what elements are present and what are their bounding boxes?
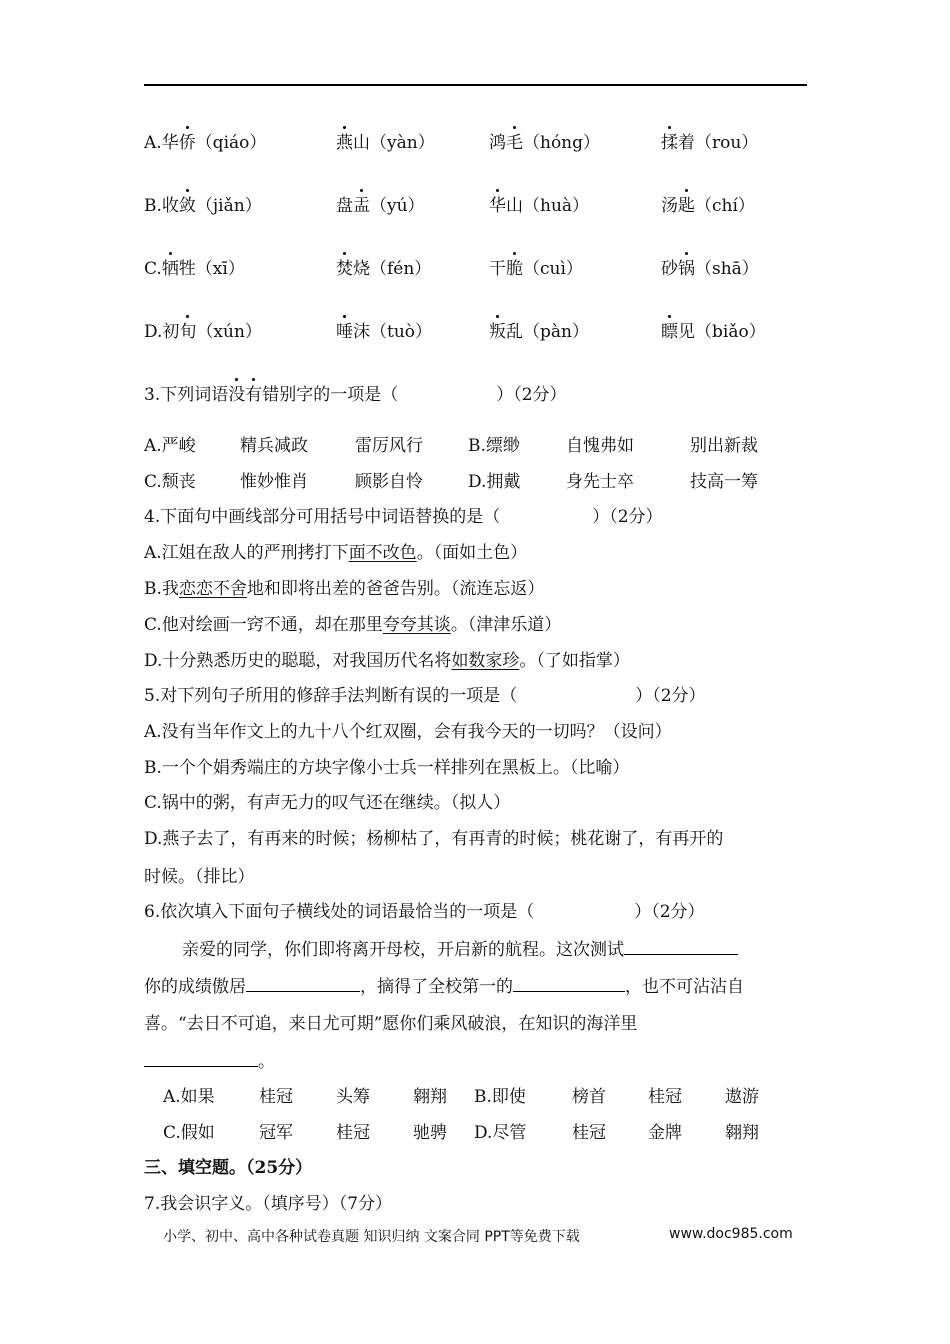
q3-choice-item: D.拥戴: [468, 472, 521, 492]
q6-passage-line3: 喜。“去日不可追，来日尤可期”愿你们乘风破浪，在知识的海洋里: [144, 1014, 638, 1034]
q6-choice-item: 翱翔: [725, 1123, 759, 1143]
q4-option-c: C.他对绘画一窍不通，却在那里夸夸其谈。（津津乐道）: [144, 615, 562, 635]
dotted-char: 瞟: [661, 322, 678, 342]
q6-passage-line2: 你的成绩傲居 ，摘得了全校第一的 ，也不可沾沾自: [144, 977, 744, 997]
dotted-char: 旬: [179, 322, 197, 342]
fill-blank[interactable]: [624, 938, 738, 955]
dotted-char: 毛: [506, 133, 523, 153]
q3-choice-item: 技高一筹: [690, 472, 758, 492]
q7-stem: 7.我会识字义。（填序号）（7分）: [144, 1194, 393, 1214]
q4-option-b: B.我恋恋不舍地和即将出差的爸爸告别。（流连忘返）: [144, 579, 545, 599]
q6-choice-item: 驰骋: [413, 1123, 447, 1143]
q3-choice-item: 别出新裁: [690, 436, 758, 456]
q6-choice-item: 冠军: [259, 1123, 293, 1143]
q5-option-d-line1: D.燕子去了，有再来的时候；杨柳枯了，有再青的时候；桃花谢了，有再开的: [144, 829, 724, 849]
dotted-char: 匙: [678, 196, 695, 216]
q6-choice-item: 桂冠: [572, 1123, 606, 1143]
q6-choice-item: 桂冠: [336, 1123, 370, 1143]
q2-option-b-item: 汤匙（chí）: [661, 196, 755, 216]
q2-option-d-item: D.初旬（xún）: [144, 322, 262, 342]
header-rule: [144, 84, 807, 86]
q3-choice-item: 精兵减政: [240, 436, 308, 456]
underlined-phrase: 恋恋不舍: [178, 579, 247, 599]
q3-stem: 3.下列词语没有错别字的一项是（ ）（2分）: [144, 385, 567, 405]
q6-stem: 6.依次填入下面句子横线处的词语最恰当的一项是（ ）（2分）: [144, 902, 705, 922]
q2-option-a-item: 燕山（yàn）: [336, 133, 435, 153]
q4-option-a: A.江姐在敌人的严刑拷打下面不改色。（面如土色）: [144, 543, 528, 563]
fill-blank[interactable]: [246, 975, 360, 992]
q2-option-b-item: 盘盂（yú）: [336, 196, 425, 216]
q3-choice-item: 雷厉风行: [355, 436, 423, 456]
dotted-char: 没: [228, 385, 246, 405]
q6-choice-item: 头筹: [336, 1087, 370, 1107]
q6-choice-item: B.即使: [474, 1087, 526, 1107]
q2-option-d-item: 叛乱（pàn）: [489, 322, 589, 342]
dotted-char: 锅: [678, 259, 695, 279]
q5-option-b: B.一个个娟秀端庄的方块字像小士兵一样排列在黑板上。（比喻）: [144, 758, 630, 778]
q2-option-d-item: 瞟见（biǎo）: [661, 322, 766, 342]
q2-option-a-item: 揉着（rou）: [661, 133, 759, 153]
dotted-char: 叛: [489, 322, 506, 342]
fill-blank[interactable]: [513, 975, 625, 992]
q3-choice-item: 自愧弗如: [566, 436, 634, 456]
underlined-phrase: 面不改色: [348, 543, 417, 563]
q5-option-a: A.没有当年作文上的九十八个红双圈，会有我今天的一切吗？（设问）: [144, 722, 672, 742]
q5-stem: 5.对下列句子所用的修辞手法判断有误的一项是（ ）（2分）: [144, 686, 706, 706]
q3-choice-item: A.严峻: [144, 436, 196, 456]
q3-choice-item: B.缥缈: [468, 436, 520, 456]
q3-choice-item: 顾影自怜: [355, 472, 423, 492]
footer-text: 小学、初中、高中各种试卷真题 知识归纳 文案合同 PPT等免费下载: [163, 1229, 580, 1245]
q6-choice-item: 金牌: [648, 1123, 682, 1143]
dotted-char: 牺: [161, 259, 179, 279]
dotted-char: 脆: [506, 259, 523, 279]
q6-passage-line4: 。: [144, 1050, 275, 1074]
q2-option-b-item: B.收敛（jiǎn）: [144, 196, 262, 216]
dotted-char: 敛: [178, 196, 196, 216]
q6-choice-item: 桂冠: [648, 1087, 682, 1107]
dotted-char: 焚: [336, 259, 353, 279]
q6-choice-item: 桂冠: [259, 1087, 293, 1107]
q2-option-c-item: 焚烧（fén）: [336, 259, 432, 279]
footer-link[interactable]: www.doc985.com: [669, 1226, 793, 1242]
q6-choice-item: A.如果: [163, 1087, 215, 1107]
q6-choice-item: D.尽管: [474, 1123, 527, 1143]
q6-choice-item: 榜首: [572, 1087, 606, 1107]
underlined-phrase: 如数家珍: [451, 651, 520, 671]
q6-passage-line1: 亲爱的同学，你们即将离开母校，开启新的航程。这次测试: [182, 938, 738, 962]
q6-choice-item: C.假如: [163, 1123, 215, 1143]
q2-option-a-item: 鸿毛（hóng）: [489, 133, 601, 153]
q4-stem: 4.下面句中画线部分可用括号中词语替换的是（ ）（2分）: [144, 507, 663, 527]
q3-choice-item: C.颓丧: [144, 472, 196, 492]
dotted-char: 有: [245, 385, 263, 405]
dotted-char: 唾: [336, 322, 353, 342]
dotted-char: 盂: [353, 196, 370, 216]
q2-option-c-item: 砂锅（shā）: [661, 259, 759, 279]
q2-option-d-item: 唾沫（tuò）: [336, 322, 433, 342]
fill-blank[interactable]: [144, 1050, 258, 1067]
underlined-phrase: 夸夸其谈: [382, 615, 451, 635]
q2-option-a-item: A.华侨（qiáo）: [144, 133, 267, 153]
q3-choice-item: 身先士卒: [566, 472, 634, 492]
dotted-char: 燕: [336, 133, 353, 153]
dotted-char: 侨: [178, 133, 196, 153]
section-heading: 三、填空题。（25分）: [144, 1158, 313, 1178]
dotted-char: 揉: [661, 133, 678, 153]
q4-option-d: D.十分熟悉历史的聪聪，对我国历代名将如数家珍。（了如指掌）: [144, 651, 630, 671]
q3-choice-item: 惟妙惟肖: [240, 472, 308, 492]
q2-option-c-item: C.牺牲（xī）: [144, 259, 245, 279]
q2-option-b-item: 华山（huà）: [489, 196, 590, 216]
q6-choice-item: 翱翔: [413, 1087, 447, 1107]
q6-choice-item: 遨游: [725, 1087, 759, 1107]
q5-option-c: C.锅中的粥，有声无力的叹气还在继续。（拟人）: [144, 793, 511, 813]
dotted-char: 华: [489, 196, 506, 216]
q5-option-d-line2: 时候。（排比）: [144, 867, 255, 887]
q2-option-c-item: 干脆（cuì）: [489, 259, 583, 279]
